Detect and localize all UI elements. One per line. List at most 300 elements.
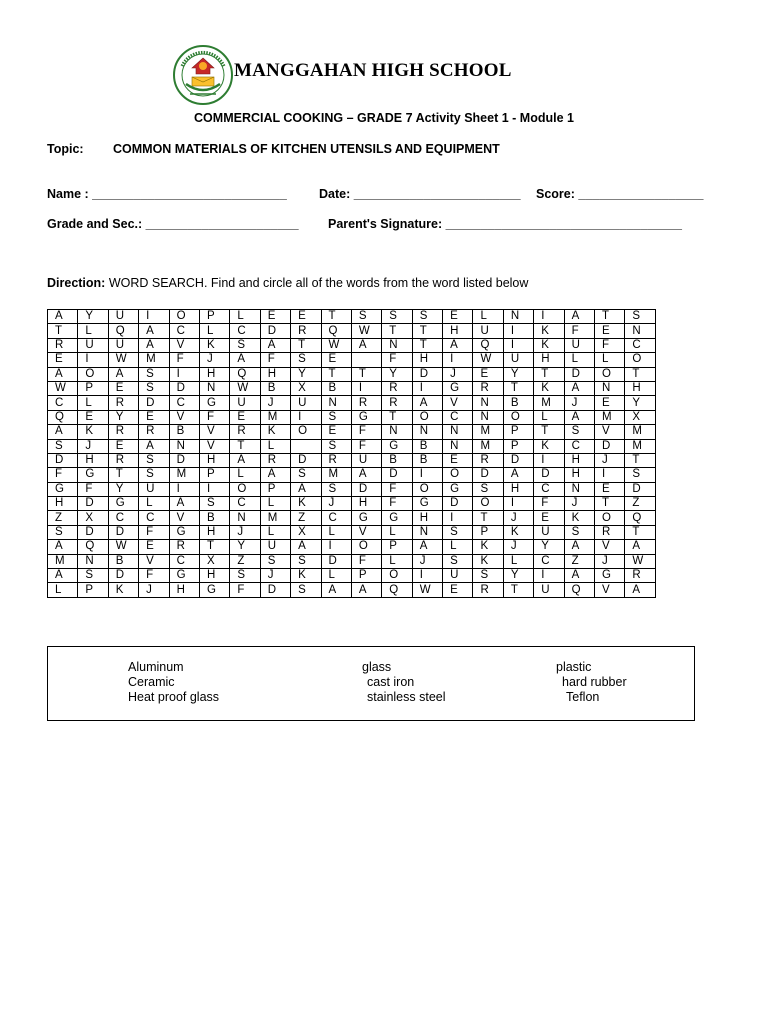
grid-cell[interactable]: I bbox=[169, 482, 199, 496]
grid-cell[interactable]: O bbox=[291, 425, 321, 439]
grid-cell[interactable]: C bbox=[564, 439, 594, 453]
grid-cell[interactable]: A bbox=[108, 367, 138, 381]
grid-cell[interactable]: H bbox=[443, 324, 473, 338]
grid-cell[interactable]: M bbox=[139, 353, 169, 367]
grid-cell[interactable]: F bbox=[351, 554, 381, 568]
grid-cell[interactable]: X bbox=[291, 381, 321, 395]
grid-cell[interactable]: L bbox=[595, 353, 625, 367]
grid-cell[interactable]: G bbox=[443, 381, 473, 395]
word-search-grid[interactable] bbox=[47, 309, 656, 598]
grid-cell[interactable]: I bbox=[199, 482, 229, 496]
grid-cell[interactable]: M bbox=[595, 410, 625, 424]
grid-cell[interactable]: U bbox=[564, 338, 594, 352]
grid-cell[interactable]: Q bbox=[382, 583, 412, 597]
grid-cell[interactable]: V bbox=[169, 338, 199, 352]
grid-cell[interactable]: L bbox=[48, 583, 78, 597]
grid-cell[interactable]: O bbox=[230, 482, 260, 496]
grid-cell[interactable]: A bbox=[48, 425, 78, 439]
grid-cell[interactable]: T bbox=[412, 324, 442, 338]
grid-cell[interactable]: R bbox=[291, 324, 321, 338]
grid-cell[interactable]: D bbox=[169, 453, 199, 467]
grid-cell[interactable]: K bbox=[291, 569, 321, 583]
grid-cell[interactable]: C bbox=[169, 324, 199, 338]
grid-cell[interactable]: C bbox=[534, 554, 564, 568]
grid-cell[interactable]: L bbox=[230, 310, 260, 324]
grid-cell[interactable]: A bbox=[564, 381, 594, 395]
grid-cell[interactable]: R bbox=[473, 453, 503, 467]
grid-cell[interactable]: Z bbox=[291, 511, 321, 525]
grid-cell[interactable]: G bbox=[48, 482, 78, 496]
grid-cell[interactable]: N bbox=[503, 310, 533, 324]
date-field[interactable]: Date: ________________________ bbox=[319, 187, 521, 201]
grid-cell[interactable]: B bbox=[199, 511, 229, 525]
grid-cell[interactable]: T bbox=[351, 367, 381, 381]
grid-cell[interactable]: E bbox=[48, 353, 78, 367]
grid-cell[interactable]: T bbox=[503, 381, 533, 395]
grid-cell[interactable]: B bbox=[382, 453, 412, 467]
grid-cell[interactable]: A bbox=[412, 396, 442, 410]
grid-cell[interactable]: S bbox=[564, 425, 594, 439]
grid-cell[interactable]: H bbox=[412, 511, 442, 525]
grid-cell[interactable]: G bbox=[412, 497, 442, 511]
grid-cell[interactable]: L bbox=[260, 439, 290, 453]
grid-cell[interactable]: I bbox=[534, 453, 564, 467]
grid-cell[interactable]: T bbox=[625, 525, 655, 539]
grid-cell[interactable]: K bbox=[534, 338, 564, 352]
grid-cell[interactable]: S bbox=[199, 497, 229, 511]
grid-cell[interactable]: R bbox=[382, 396, 412, 410]
grid-cell[interactable]: D bbox=[48, 453, 78, 467]
grid-cell[interactable]: G bbox=[595, 569, 625, 583]
grid-cell[interactable]: F bbox=[139, 569, 169, 583]
grid-cell[interactable]: F bbox=[199, 410, 229, 424]
grid-cell[interactable]: J bbox=[199, 353, 229, 367]
grid-cell[interactable]: T bbox=[291, 338, 321, 352]
grid-cell[interactable]: R bbox=[230, 425, 260, 439]
grid-cell[interactable]: I bbox=[412, 569, 442, 583]
grid-cell[interactable]: C bbox=[108, 511, 138, 525]
grid-cell[interactable]: E bbox=[139, 540, 169, 554]
grid-cell[interactable]: E bbox=[321, 425, 351, 439]
grid-cell[interactable]: K bbox=[78, 425, 108, 439]
grid-cell[interactable]: I bbox=[412, 468, 442, 482]
grid-cell[interactable]: S bbox=[48, 439, 78, 453]
grid-cell[interactable]: Y bbox=[382, 367, 412, 381]
grid-cell[interactable]: Z bbox=[230, 554, 260, 568]
grid-cell[interactable]: S bbox=[230, 338, 260, 352]
grid-cell[interactable]: K bbox=[260, 425, 290, 439]
grid-cell[interactable]: Y bbox=[108, 482, 138, 496]
grid-cell[interactable]: A bbox=[260, 338, 290, 352]
grid-cell[interactable]: Q bbox=[625, 511, 655, 525]
grid-cell[interactable]: S bbox=[321, 410, 351, 424]
grid-cell[interactable]: P bbox=[503, 425, 533, 439]
grid-cell[interactable]: D bbox=[321, 554, 351, 568]
grid-cell[interactable]: B bbox=[412, 439, 442, 453]
grid-cell[interactable]: I bbox=[321, 540, 351, 554]
grid-cell[interactable]: A bbox=[351, 583, 381, 597]
grid-cell[interactable]: A bbox=[503, 468, 533, 482]
grid-cell[interactable]: K bbox=[534, 324, 564, 338]
grid-cell[interactable]: J bbox=[443, 367, 473, 381]
grid-cell[interactable]: O bbox=[412, 410, 442, 424]
grid-cell[interactable]: C bbox=[534, 482, 564, 496]
grid-cell[interactable]: A bbox=[351, 338, 381, 352]
grid-cell[interactable]: X bbox=[291, 525, 321, 539]
grid-cell[interactable]: Q bbox=[48, 410, 78, 424]
grid-cell[interactable]: N bbox=[321, 396, 351, 410]
grid-cell[interactable]: A bbox=[291, 540, 321, 554]
grid-cell[interactable]: T bbox=[321, 310, 351, 324]
grid-cell[interactable]: U bbox=[78, 338, 108, 352]
grid-cell[interactable]: W bbox=[108, 353, 138, 367]
grid-cell[interactable]: F bbox=[351, 425, 381, 439]
grid-cell[interactable]: C bbox=[321, 511, 351, 525]
grid-cell[interactable]: H bbox=[412, 353, 442, 367]
grid-cell[interactable]: N bbox=[230, 511, 260, 525]
grid-cell[interactable]: U bbox=[351, 453, 381, 467]
grid-cell[interactable]: X bbox=[199, 554, 229, 568]
grid-cell[interactable]: F bbox=[78, 482, 108, 496]
grid-cell[interactable]: U bbox=[108, 310, 138, 324]
grid-cell[interactable]: K bbox=[503, 525, 533, 539]
grid-cell[interactable]: H bbox=[534, 353, 564, 367]
grid-cell[interactable]: M bbox=[473, 425, 503, 439]
grid-cell[interactable]: P bbox=[351, 569, 381, 583]
grid-cell[interactable]: N bbox=[78, 554, 108, 568]
grid-cell[interactable]: F bbox=[139, 525, 169, 539]
grid-cell[interactable]: X bbox=[78, 511, 108, 525]
grid-cell[interactable]: D bbox=[595, 439, 625, 453]
grid-cell[interactable]: L bbox=[382, 525, 412, 539]
grid-cell[interactable]: S bbox=[382, 310, 412, 324]
grid-cell[interactable]: H bbox=[625, 381, 655, 395]
grid-cell[interactable]: T bbox=[382, 324, 412, 338]
grid-cell[interactable]: E bbox=[78, 410, 108, 424]
grid-cell[interactable]: I bbox=[412, 381, 442, 395]
grid-cell[interactable]: G bbox=[169, 569, 199, 583]
grid-cell[interactable]: J bbox=[412, 554, 442, 568]
grid-cell[interactable]: Y bbox=[78, 310, 108, 324]
grid-cell[interactable]: C bbox=[443, 410, 473, 424]
grid-cell[interactable]: H bbox=[199, 453, 229, 467]
grid-cell[interactable]: Q bbox=[230, 367, 260, 381]
grid-cell[interactable]: Z bbox=[564, 554, 594, 568]
grid-cell[interactable]: M bbox=[169, 468, 199, 482]
grid-cell[interactable]: N bbox=[473, 410, 503, 424]
grid-cell[interactable]: T bbox=[199, 540, 229, 554]
grid-cell[interactable]: V bbox=[199, 439, 229, 453]
grid-cell[interactable]: W bbox=[48, 381, 78, 395]
grid-cell[interactable]: J bbox=[564, 497, 594, 511]
grid-cell[interactable]: H bbox=[199, 525, 229, 539]
grid-cell[interactable]: S bbox=[473, 482, 503, 496]
grid-cell[interactable]: C bbox=[169, 554, 199, 568]
grid-cell[interactable]: H bbox=[199, 569, 229, 583]
grid-cell[interactable]: M bbox=[260, 511, 290, 525]
grid-cell[interactable]: D bbox=[351, 482, 381, 496]
grid-cell[interactable]: U bbox=[291, 396, 321, 410]
grid-cell[interactable]: C bbox=[169, 396, 199, 410]
grid-cell[interactable]: S bbox=[230, 569, 260, 583]
grid-cell[interactable]: T bbox=[321, 367, 351, 381]
grid-cell[interactable]: J bbox=[503, 511, 533, 525]
grid-cell[interactable]: S bbox=[139, 367, 169, 381]
grid-cell[interactable]: K bbox=[291, 497, 321, 511]
grid-cell[interactable]: F bbox=[169, 353, 199, 367]
grid-cell[interactable]: S bbox=[321, 439, 351, 453]
grid-cell[interactable]: L bbox=[260, 525, 290, 539]
grid-cell[interactable]: B bbox=[321, 381, 351, 395]
grid-cell[interactable]: N bbox=[443, 439, 473, 453]
grid-cell[interactable]: G bbox=[199, 396, 229, 410]
grid-cell[interactable]: I bbox=[169, 367, 199, 381]
grid-cell[interactable]: W bbox=[230, 381, 260, 395]
grid-cell[interactable]: J bbox=[595, 453, 625, 467]
grid-cell[interactable]: B bbox=[108, 554, 138, 568]
grid-cell[interactable]: R bbox=[382, 381, 412, 395]
grid-cell[interactable]: D bbox=[169, 381, 199, 395]
grid-cell[interactable]: P bbox=[199, 310, 229, 324]
grid-cell[interactable]: M bbox=[625, 425, 655, 439]
grid-cell[interactable]: D bbox=[412, 367, 442, 381]
grid-cell[interactable]: E bbox=[108, 439, 138, 453]
grid-cell[interactable]: Q bbox=[78, 540, 108, 554]
grid-cell[interactable]: V bbox=[443, 396, 473, 410]
grid-cell[interactable]: K bbox=[473, 540, 503, 554]
grid-cell[interactable]: Y bbox=[108, 410, 138, 424]
grid-cell[interactable]: H bbox=[260, 367, 290, 381]
grid-cell[interactable]: K bbox=[534, 439, 564, 453]
grid-cell[interactable]: S bbox=[443, 554, 473, 568]
grid-cell[interactable]: N bbox=[595, 381, 625, 395]
grid-cell[interactable]: G bbox=[78, 468, 108, 482]
grid-cell[interactable]: L bbox=[321, 525, 351, 539]
grid-cell[interactable]: T bbox=[230, 439, 260, 453]
grid-cell[interactable]: D bbox=[443, 497, 473, 511]
grid-cell[interactable]: H bbox=[564, 453, 594, 467]
grade-section-field[interactable]: Grade and Sec.: ______________________ bbox=[47, 217, 299, 231]
grid-cell[interactable]: T bbox=[382, 410, 412, 424]
grid-cell[interactable]: F bbox=[260, 353, 290, 367]
grid-cell[interactable]: O bbox=[503, 410, 533, 424]
grid-cell[interactable]: A bbox=[564, 569, 594, 583]
grid-cell[interactable]: Q bbox=[321, 324, 351, 338]
grid-cell[interactable]: I bbox=[291, 410, 321, 424]
grid-cell[interactable]: A bbox=[169, 497, 199, 511]
grid-cell[interactable]: A bbox=[260, 468, 290, 482]
grid-cell[interactable]: W bbox=[108, 540, 138, 554]
grid-cell[interactable]: Y bbox=[230, 540, 260, 554]
grid-cell[interactable]: K bbox=[564, 511, 594, 525]
grid-cell[interactable]: T bbox=[625, 453, 655, 467]
grid-cell[interactable]: Z bbox=[48, 511, 78, 525]
grid-cell[interactable]: G bbox=[382, 439, 412, 453]
grid-cell[interactable]: K bbox=[199, 338, 229, 352]
grid-cell[interactable]: R bbox=[473, 381, 503, 395]
grid-cell[interactable]: Z bbox=[625, 497, 655, 511]
grid-cell[interactable]: S bbox=[291, 554, 321, 568]
grid-cell[interactable]: A bbox=[139, 338, 169, 352]
grid-cell[interactable]: M bbox=[473, 439, 503, 453]
grid-cell[interactable]: V bbox=[595, 583, 625, 597]
grid-cell[interactable]: D bbox=[78, 497, 108, 511]
grid-cell[interactable]: D bbox=[534, 468, 564, 482]
grid-cell[interactable]: E bbox=[595, 482, 625, 496]
grid-cell[interactable]: N bbox=[169, 439, 199, 453]
grid-cell[interactable]: C bbox=[230, 324, 260, 338]
grid-cell[interactable]: P bbox=[199, 468, 229, 482]
grid-cell[interactable]: J bbox=[321, 497, 351, 511]
grid-cell[interactable]: S bbox=[625, 468, 655, 482]
grid-cell[interactable]: O bbox=[351, 540, 381, 554]
grid-cell[interactable]: N bbox=[564, 482, 594, 496]
grid-cell[interactable]: H bbox=[48, 497, 78, 511]
grid-cell[interactable]: I bbox=[503, 497, 533, 511]
grid-cell[interactable]: F bbox=[382, 497, 412, 511]
grid-cell[interactable]: I bbox=[534, 569, 564, 583]
grid-cell[interactable]: H bbox=[169, 583, 199, 597]
grid-cell[interactable]: D bbox=[382, 468, 412, 482]
grid-cell[interactable]: E bbox=[230, 410, 260, 424]
grid-cell[interactable]: E bbox=[534, 511, 564, 525]
grid-cell[interactable]: M bbox=[625, 439, 655, 453]
grid-cell[interactable]: H bbox=[351, 497, 381, 511]
grid-cell[interactable]: T bbox=[595, 310, 625, 324]
grid-cell[interactable]: N bbox=[473, 396, 503, 410]
grid-cell[interactable]: L bbox=[503, 554, 533, 568]
grid-cell[interactable]: R bbox=[169, 540, 199, 554]
grid-cell[interactable]: E bbox=[443, 310, 473, 324]
grid-cell[interactable]: A bbox=[139, 439, 169, 453]
grid-cell[interactable]: P bbox=[503, 439, 533, 453]
grid-cell[interactable]: G bbox=[169, 525, 199, 539]
grid-cell[interactable]: G bbox=[199, 583, 229, 597]
grid-cell[interactable]: R bbox=[139, 425, 169, 439]
grid-cell[interactable]: U bbox=[230, 396, 260, 410]
grid-cell[interactable]: H bbox=[78, 453, 108, 467]
grid-cell[interactable]: V bbox=[139, 554, 169, 568]
grid-cell[interactable]: I bbox=[443, 353, 473, 367]
grid-cell[interactable]: E bbox=[291, 310, 321, 324]
grid-cell[interactable]: R bbox=[625, 569, 655, 583]
grid-cell[interactable]: Y bbox=[503, 367, 533, 381]
grid-cell[interactable]: S bbox=[291, 353, 321, 367]
grid-cell[interactable]: F bbox=[534, 497, 564, 511]
grid-cell[interactable]: H bbox=[564, 468, 594, 482]
grid-cell[interactable]: T bbox=[503, 583, 533, 597]
grid-cell[interactable]: N bbox=[412, 525, 442, 539]
grid-cell[interactable]: R bbox=[48, 338, 78, 352]
grid-cell[interactable]: L bbox=[321, 569, 351, 583]
grid-cell[interactable]: F bbox=[382, 482, 412, 496]
grid-cell[interactable]: L bbox=[78, 324, 108, 338]
grid-cell[interactable]: J bbox=[595, 554, 625, 568]
grid-cell[interactable]: A bbox=[564, 410, 594, 424]
grid-cell[interactable]: S bbox=[625, 310, 655, 324]
grid-cell[interactable]: C bbox=[230, 497, 260, 511]
grid-cell[interactable]: O bbox=[595, 511, 625, 525]
grid-cell[interactable]: A bbox=[351, 468, 381, 482]
grid-cell[interactable]: S bbox=[260, 554, 290, 568]
grid-cell[interactable]: Q bbox=[473, 338, 503, 352]
grid-cell[interactable]: D bbox=[108, 525, 138, 539]
grid-cell[interactable]: T bbox=[108, 468, 138, 482]
grid-cell[interactable]: J bbox=[260, 396, 290, 410]
grid-cell[interactable]: L bbox=[230, 468, 260, 482]
grid-cell[interactable]: A bbox=[291, 482, 321, 496]
grid-cell[interactable]: D bbox=[291, 453, 321, 467]
grid-cell[interactable]: L bbox=[382, 554, 412, 568]
grid-cell[interactable]: A bbox=[412, 540, 442, 554]
grid-cell[interactable]: A bbox=[443, 338, 473, 352]
grid-cell[interactable]: Y bbox=[534, 540, 564, 554]
grid-cell[interactable]: U bbox=[108, 338, 138, 352]
grid-cell[interactable]: J bbox=[503, 540, 533, 554]
grid-cell[interactable]: L bbox=[139, 497, 169, 511]
grid-cell[interactable]: I bbox=[139, 310, 169, 324]
grid-cell[interactable]: R bbox=[260, 453, 290, 467]
grid-cell[interactable]: E bbox=[108, 381, 138, 395]
grid-cell[interactable]: B bbox=[503, 396, 533, 410]
grid-cell[interactable]: M bbox=[534, 396, 564, 410]
grid-cell[interactable]: I bbox=[534, 310, 564, 324]
grid-cell[interactable]: S bbox=[351, 310, 381, 324]
grid-cell[interactable]: S bbox=[291, 583, 321, 597]
grid-cell[interactable]: N bbox=[199, 381, 229, 395]
grid-cell[interactable]: R bbox=[351, 396, 381, 410]
grid-cell[interactable]: A bbox=[625, 583, 655, 597]
grid-cell[interactable]: O bbox=[595, 367, 625, 381]
grid-cell[interactable]: M bbox=[48, 554, 78, 568]
grid-cell[interactable]: L bbox=[260, 497, 290, 511]
grid-cell[interactable]: W bbox=[351, 324, 381, 338]
grid-cell[interactable]: U bbox=[503, 353, 533, 367]
grid-cell[interactable]: D bbox=[260, 583, 290, 597]
grid-cell[interactable]: P bbox=[260, 482, 290, 496]
grid-cell[interactable]: A bbox=[230, 453, 260, 467]
grid-cell[interactable]: G bbox=[351, 410, 381, 424]
grid-cell[interactable]: X bbox=[625, 410, 655, 424]
grid-cell[interactable]: A bbox=[48, 569, 78, 583]
grid-cell[interactable]: R bbox=[108, 425, 138, 439]
grid-cell[interactable]: N bbox=[382, 425, 412, 439]
grid-cell[interactable]: C bbox=[139, 511, 169, 525]
grid-cell[interactable]: C bbox=[625, 338, 655, 352]
grid-cell[interactable]: G bbox=[443, 482, 473, 496]
grid-cell[interactable]: E bbox=[443, 453, 473, 467]
grid-cell[interactable]: O bbox=[382, 569, 412, 583]
grid-cell[interactable]: B bbox=[260, 381, 290, 395]
grid-cell[interactable]: T bbox=[595, 497, 625, 511]
grid-cell[interactable]: P bbox=[78, 381, 108, 395]
grid-cell[interactable] bbox=[291, 439, 321, 453]
grid-cell[interactable]: B bbox=[169, 425, 199, 439]
grid-cell[interactable]: E bbox=[139, 410, 169, 424]
grid-cell[interactable]: S bbox=[139, 453, 169, 467]
grid-cell[interactable]: V bbox=[595, 425, 625, 439]
grid-cell[interactable]: H bbox=[199, 367, 229, 381]
grid-cell[interactable]: U bbox=[534, 525, 564, 539]
grid-cell[interactable]: D bbox=[503, 453, 533, 467]
grid-cell[interactable]: R bbox=[595, 525, 625, 539]
grid-cell[interactable]: D bbox=[473, 468, 503, 482]
grid-cell[interactable]: F bbox=[230, 583, 260, 597]
grid-cell[interactable]: S bbox=[48, 525, 78, 539]
grid-cell[interactable]: A bbox=[321, 583, 351, 597]
grid-cell[interactable]: U bbox=[473, 324, 503, 338]
grid-cell[interactable]: J bbox=[139, 583, 169, 597]
